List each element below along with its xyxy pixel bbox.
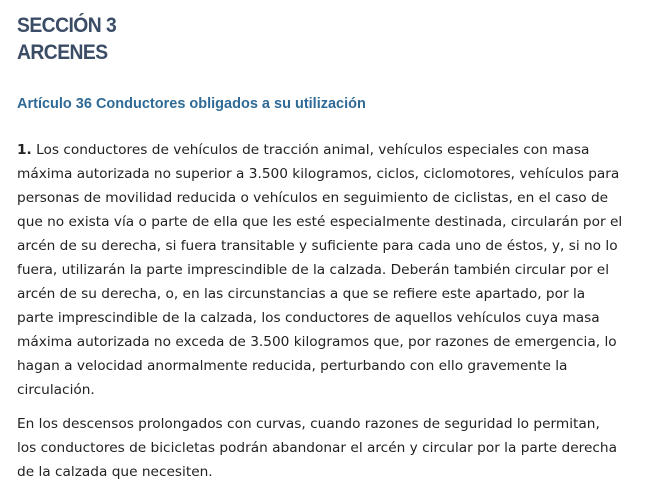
paragraph-1	[17, 138, 639, 402]
paragraph-line: circulación.	[17, 382, 95, 398]
paragraph-line: arcén de su derecha, o, en las circunstancias a que se refiere este apartado, por la	[17, 286, 586, 302]
paragraph-line: fuera, utilizarán la parte imprescindible de la calzada. Deberán también circular por el	[17, 262, 610, 278]
paragraph-line	[17, 138, 639, 162]
section-name: ARCENES	[17, 41, 108, 64]
paragraph-line: máxima autorizada no superior a 3.500 kilogramos, ciclos, ciclomotores, vehículos para	[17, 166, 620, 182]
paragraph-line: En los descensos prolongados con curvas, cuando razones de seguridad lo permitan,	[17, 416, 600, 432]
paragraph-line: hagan a velocidad anormalmente reducida, perturbando con ello gravemente la	[17, 358, 568, 374]
paragraph-number: 1.	[17, 142, 32, 158]
document-page	[17, 12, 639, 480]
paragraph-line: arcén de su derecha, si fuera transitable y suficiente para cada uno de éstos, y, si no lo	[17, 238, 618, 254]
line-text: Los conductores de vehículos de tracción animal, vehículos especiales con masa	[36, 142, 590, 158]
paragraph-line: personas de movilidad reducida o vehículos en seguimiento de ciclistas, en el caso de	[17, 190, 609, 206]
paragraph-2	[17, 412, 639, 484]
paragraph-line: parte imprescindible de la calzada, los conductores de aquellos vehículos cuya masa	[17, 310, 600, 326]
article-title: Artículo 36 Conductores obligados a su utilización	[17, 96, 366, 112]
paragraph-line: de la calzada que necesiten.	[17, 464, 213, 480]
paragraph-line: los conductores de bicicletas podrán abandonar el arcén y circular por la parte derecha	[17, 440, 617, 456]
paragraph-line: que no exista vía o parte de ella que les esté especialmente destinada, circularán por el	[17, 214, 623, 230]
section-heading	[17, 12, 589, 66]
section-number: SECCIÓN 3	[17, 14, 117, 37]
paragraph-line: máxima autorizada no exceda de 3.500 kilogramos que, por razones de emergencia, lo	[17, 334, 617, 350]
